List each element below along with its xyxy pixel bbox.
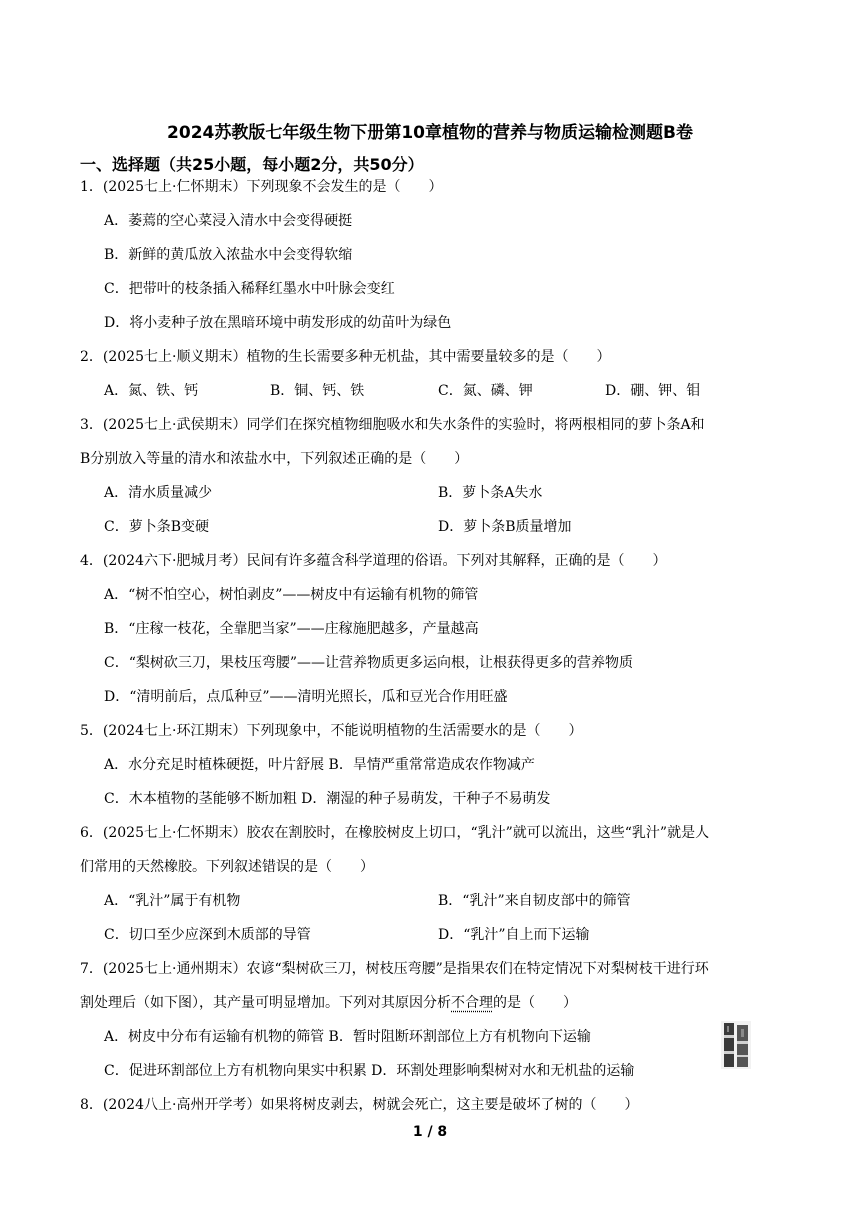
section-heading: 一、选择题（共25小题，每小题2分，共50分） bbox=[80, 155, 424, 174]
question-6-option-b: B．“乳汁”来自韧皮部中的筛管 bbox=[438, 893, 631, 909]
question-4-option-a: A．“树不怕空心，树怕剥皮”——树皮中有运输有机物的筛管 bbox=[104, 587, 479, 603]
question-6-stem-line2: 们常用的天然橡胶。下列叙述错误的是（ ） bbox=[80, 859, 374, 875]
question-6-stem-line1: 6．(2025七上·仁怀期末）胶农在割胶时，在橡胶树皮上切口，“乳汁”就可以流出，这些“乳汁”就是人 bbox=[80, 825, 710, 841]
question-3-option-b: B．萝卜条A失水 bbox=[438, 485, 543, 501]
question-2-stem: 2．(2025七上·顺义期末）植物的生长需要多种无机盐，其中需要量较多的是（ ） bbox=[80, 349, 611, 365]
question-8-stem: 8．(2024八上·高州开学考）如果将树皮剥去，树就会死亡，这主要是破坏了树的（ ） bbox=[80, 1097, 639, 1113]
question-2-option-c: C．氮、磷、钾 bbox=[438, 383, 533, 399]
question-1-option-a: A．萎蔫的空心菜浸入清水中会变得硬挺 bbox=[104, 213, 353, 229]
question-1-option-c: C．把带叶的枝条插入稀释红墨水中叶脉会变红 bbox=[104, 281, 395, 297]
question-1-option-d: D．将小麦种子放在黑暗环境中萌发形成的幼苗叶为绿色 bbox=[104, 315, 452, 331]
question-3-option-a: A．清水质量减少 bbox=[104, 485, 213, 501]
question-2-option-d: D．硼、钾、钼 bbox=[605, 383, 701, 399]
question-1-option-b: B．新鲜的黄瓜放入浓盐水中会变得软缩 bbox=[104, 247, 353, 263]
question-4-option-d: D．“清明前后，点瓜种豆”——清明光照长，瓜和豆光合作用旺盛 bbox=[104, 689, 508, 705]
girdled-tree-figure bbox=[721, 1021, 751, 1069]
question-6-option-a: A．“乳汁”属于有机物 bbox=[104, 893, 241, 909]
question-5-options-cd: C．木本植物的茎能够不断加粗 D．潮湿的种子易萌发，干种子不易萌发 bbox=[104, 791, 551, 807]
question-3-option-c: C．萝卜条B变硬 bbox=[104, 519, 209, 535]
question-7-options-cd: C．促进环割部位上方有机物向果实中积累 D．环割处理影响梨树对水和无机盐的运输 bbox=[104, 1063, 635, 1079]
page-number: 1 / 8 bbox=[412, 1124, 448, 1140]
question-5-options-ab: A．水分充足时植株硬挺，叶片舒展 B．旱情严重常常造成农作物减产 bbox=[104, 757, 535, 773]
question-6-option-d: D．“乳汁”自上而下运输 bbox=[438, 927, 590, 943]
question-7-stem-line2 bbox=[80, 993, 577, 1013]
question-4-option-b: B．“庄稼一枝花，全靠肥当家”——庄稼施肥越多，产量越高 bbox=[104, 621, 479, 637]
question-4-option-c: C．“梨树砍三刀，果枝压弯腰”——让营养物质更多运向根，让根获得更多的营养物质 bbox=[104, 655, 634, 671]
question-7-stem-pre: 割处理后（如下图），其产量可明显增加。下列对其原因分析 bbox=[80, 995, 451, 1011]
question-4-stem: 4．(2024六下·肥城月考）民间有许多蕴含科学道理的俗语。下列对其解释，正确的是（ ） bbox=[80, 553, 667, 569]
question-2-option-a: A．氮、铁、钙 bbox=[104, 383, 199, 399]
page-title: 2024苏教版七年级生物下册第10章植物的营养与物质运输检测题B卷 bbox=[167, 123, 693, 143]
question-7-stem-line1: 7．(2025七上·通州期末）农谚“梨树砍三刀，树枝压弯腰”是指果农们在特定情况下对梨树枝干进行环 bbox=[80, 961, 709, 977]
question-5-stem: 5．(2024七上·环江期末）下列现象中，不能说明植物的生活需要水的是（ ） bbox=[80, 723, 583, 739]
question-2-option-b: B．铜、钙、铁 bbox=[270, 383, 365, 399]
question-3-stem-line1: 3．(2025七上·武侯期末）同学们在探究植物细胞吸水和失水条件的实验时，将两根相同的萝卜条A和 bbox=[80, 417, 705, 433]
emphasis-text: 不合理 bbox=[451, 995, 493, 1011]
question-6-option-c: C．切口至少应深到木质部的导管 bbox=[104, 927, 311, 943]
question-3-option-d: D．萝卜条B质量增加 bbox=[438, 519, 572, 535]
question-7-stem-post: 的是（ ） bbox=[493, 995, 577, 1011]
question-1-stem: 1．(2025七上·仁怀期末）下列现象不会发生的是（ ） bbox=[80, 179, 443, 195]
question-3-stem-line2: B分别放入等量的清水和浓盐水中，下列叙述正确的是（ ） bbox=[80, 451, 469, 467]
question-7-options-ab: A．树皮中分布有运输有机物的筛管 B．暂时阻断环割部位上方有机物向下运输 bbox=[104, 1029, 591, 1045]
